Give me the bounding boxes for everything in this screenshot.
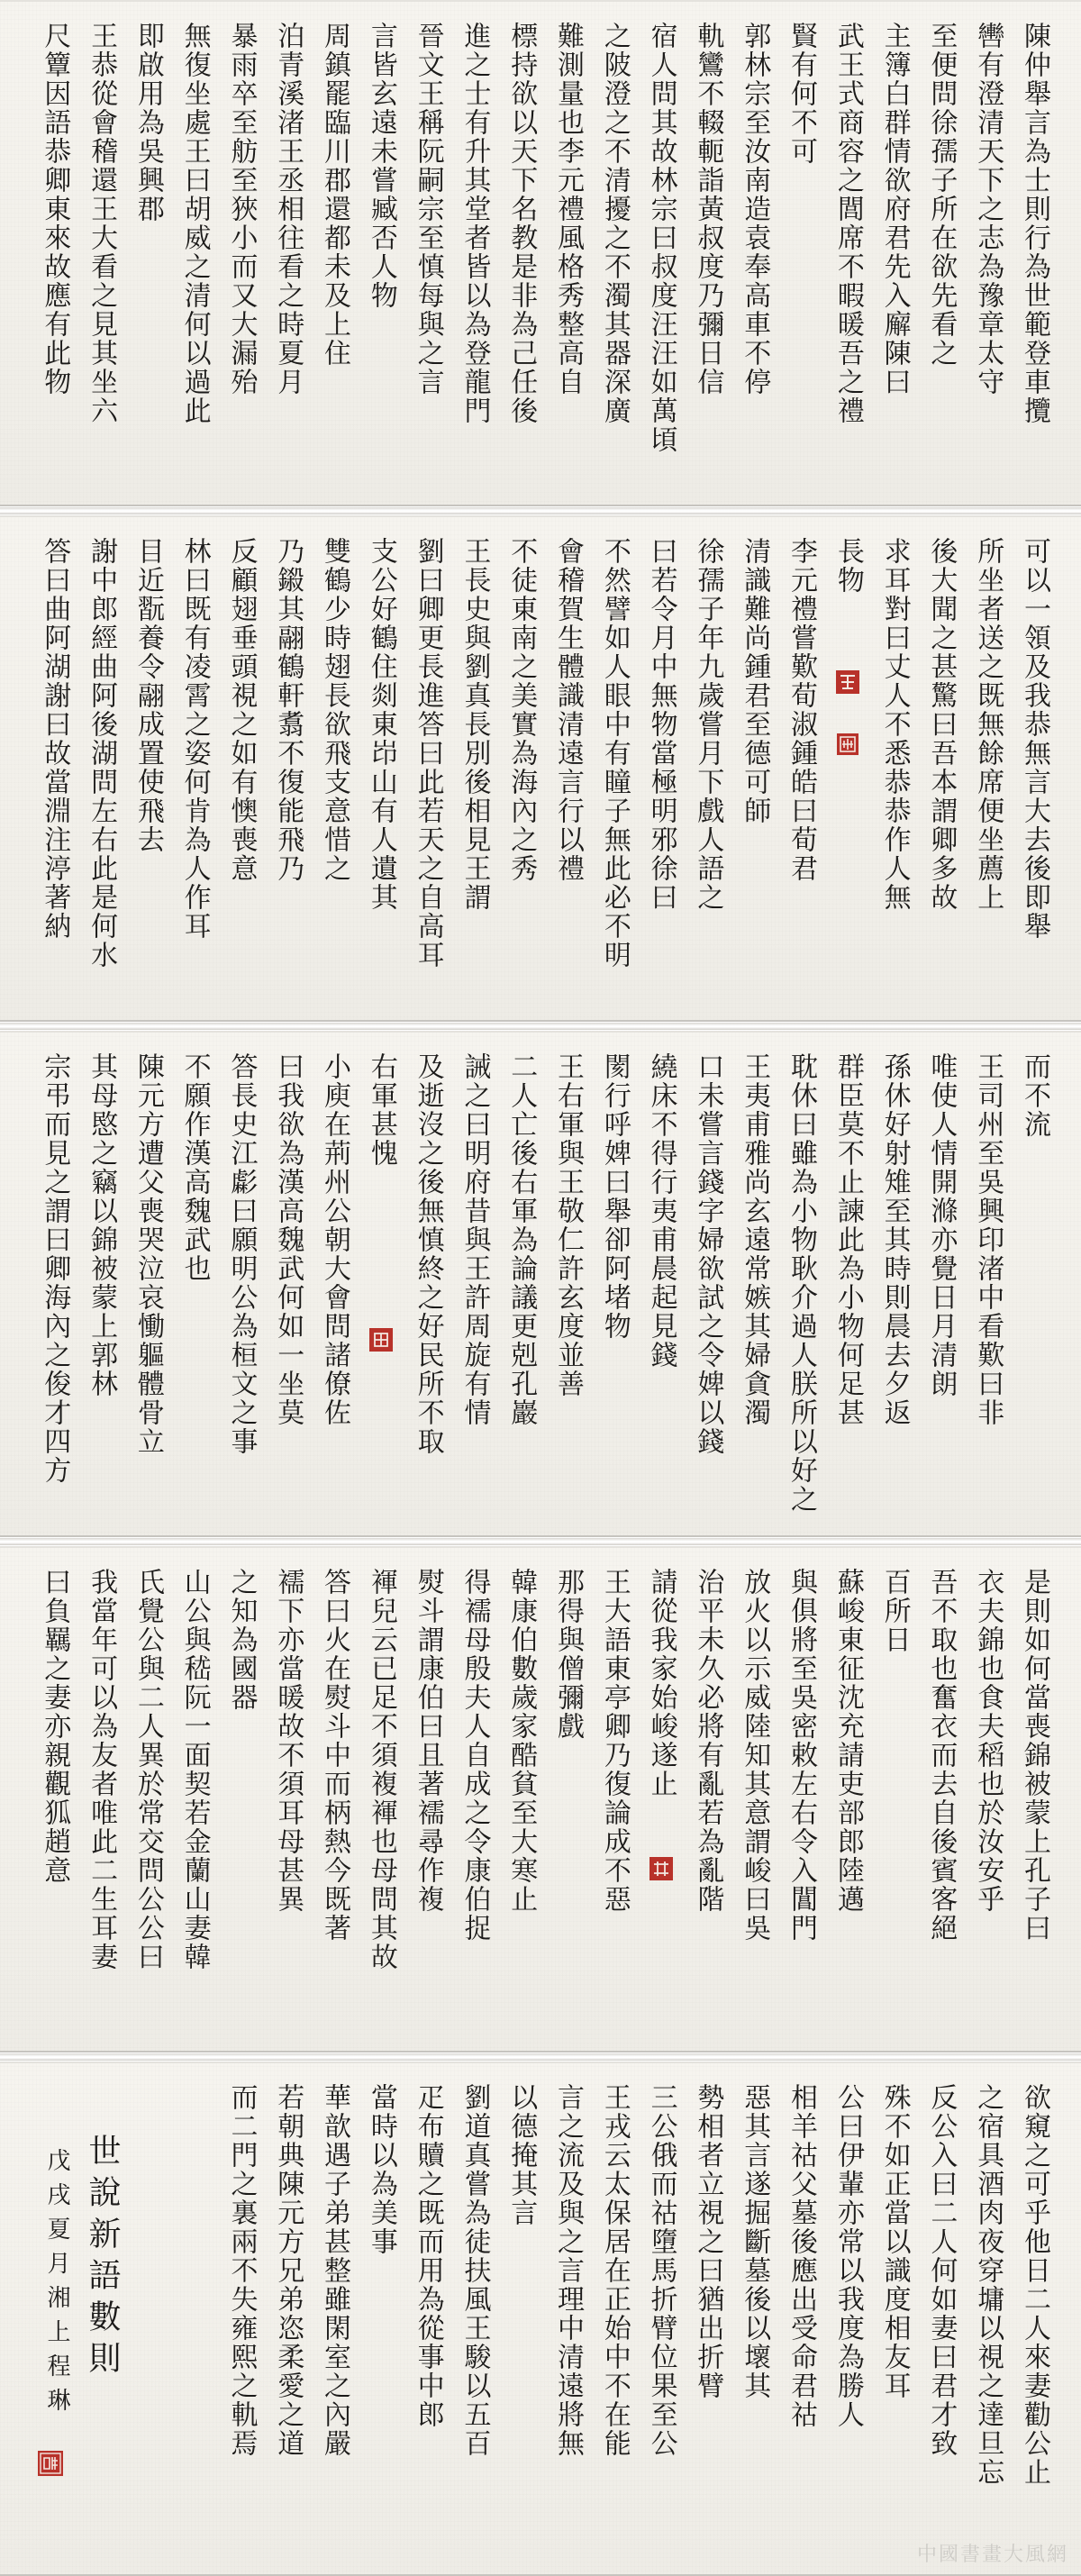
text-column: 可以一領及我恭無言大去後即舉: [1019, 537, 1050, 941]
text-column: 後大聞之甚驚曰吾本謂卿多故: [925, 537, 958, 912]
text-column: 那得與僧彌戲: [552, 1568, 585, 1741]
text-column: 答曰曲阿湖謝曰故當淵注渟著納: [39, 537, 71, 941]
panel-seam: [0, 2053, 1081, 2061]
text-column: 其母愍之竊以錦被蒙上郭林: [86, 1052, 118, 1398]
text-column: 周鎮罷臨川郡還都未及上住: [319, 22, 351, 368]
text-column: 林曰既有凌霄之姿何肯為人作耳: [178, 537, 211, 941]
text-column: 無復坐處王曰胡威之清何以過此: [178, 22, 211, 425]
text-column: 群臣莫不止諫此為小物何足甚: [831, 1052, 864, 1427]
text-column: 吾不取也奮衣而去自後賓客絕: [925, 1568, 958, 1943]
text-column: 王大語東亭卿乃復論成不惡: [598, 1568, 631, 1914]
red-seal-stamp: [650, 1857, 673, 1880]
text-column: 惡其言遂掘斷墓後以壞其: [739, 2083, 771, 2400]
text-column: 暴雨卒至舫至狹小而又大漏殆: [225, 22, 258, 396]
text-column: 標持欲以天下名教是非為己任後: [505, 22, 538, 425]
panel-seam: [0, 507, 1081, 514]
text-column: 武王式商容之閭席不暇暖吾之禮: [831, 22, 864, 425]
text-column: 乃鎩其翮鶴軒翥不復能飛乃: [272, 537, 304, 883]
text-column: 宿人問其故林宗曰叔度汪汪如萬頃: [645, 22, 677, 454]
text-column: 曰若令月中無物當極明邪徐曰: [645, 537, 677, 912]
red-seal-stamp: [837, 733, 858, 755]
text-column: 不願作漢高魏武也: [178, 1052, 211, 1283]
text-column: 殊不如正當以識度相友耳: [878, 2083, 911, 2400]
red-seal-stamp: [836, 670, 859, 694]
text-column: 右軍甚愧: [365, 1052, 397, 1168]
panel-seam: [0, 1023, 1081, 1030]
text-column: 褌兒云已足不須複褌也母問其故: [365, 1568, 397, 1971]
text-column: 主簿白群情欲府君先入廨陳曰: [878, 22, 911, 396]
text-column: 及逝沒之後無慎終之好民所不取: [412, 1052, 444, 1456]
text-column: 若朝典陳元方兄弟恣柔愛之道: [272, 2083, 304, 2458]
text-column: 難測量也李元禮風格秀整高自: [552, 22, 585, 396]
text-column: 支公好鶴住剡東岇山有人遺其: [365, 537, 397, 912]
text-column: 王長史與劉真長別後相見王謂: [459, 537, 491, 912]
text-column: 孫休好射雉至其時則晨去夕返: [878, 1052, 911, 1427]
text-column: 曰負羈之妻亦親觀狐趙意: [39, 1568, 71, 1885]
text-column: 得襦母殷夫人自成之令康伯捉: [459, 1568, 491, 1943]
text-column: 小庾在荊州公朝大會問諸僚佐: [319, 1052, 351, 1427]
text-column: 疋布贖之既而用為從事中郎: [412, 2083, 444, 2429]
text-column: 不然譬如人眼中有瞳子無此必不明: [598, 537, 631, 969]
text-columns: [31, 2083, 1058, 2562]
text-column: 求耳對曰丈人不悉恭恭作人無: [878, 537, 911, 912]
text-column: 反公入曰二人何如妻曰君才致: [925, 2083, 958, 2458]
text-column: 當時以為美事: [365, 2083, 397, 2256]
scroll-panel-2: [0, 515, 1081, 1022]
text-column: 尺簟因語恭卿東來故應有此物: [39, 22, 71, 396]
text-column: 蘇峻東征沈充請吏部郎陸邁: [831, 1568, 864, 1914]
text-column: 之宿具酒肉夜穿墉以視之達旦忘: [972, 2083, 1004, 2487]
text-column: 長物: [831, 537, 864, 595]
red-seal-stamp: [369, 1328, 393, 1352]
artist-seal-stamp: [38, 2451, 63, 2476]
text-column: 劉曰卿更長進答曰此若天之自高耳: [412, 537, 444, 969]
text-columns: [31, 22, 1058, 492]
text-column: 郭林宗至汝南造袁奉高車不停: [739, 22, 771, 396]
scroll-panel-5: [0, 2062, 1081, 2576]
text-column: 口未嘗言錢字婦欲試之令婢以錢: [692, 1052, 724, 1456]
text-column: 晉文王稱阮嗣宗至慎每與之言: [412, 22, 444, 396]
text-column: 之陂澄之不清擾之不濁其器深廣: [598, 22, 631, 425]
text-column: 雙鶴少時翅長欲飛支意惜之: [319, 537, 351, 883]
text-column: 曰我欲為漢高魏武何如一坐莫: [272, 1052, 304, 1427]
text-column: 誡之曰明府昔與王許周旋有情: [459, 1052, 491, 1427]
text-column: 與俱將至吳密敕左右令入閶門: [786, 1568, 818, 1943]
text-column: 答長史江虨曰願明公為桓文之事: [225, 1052, 258, 1456]
site-watermark: 中國書畫大風網: [916, 2544, 1068, 2566]
text-column: 唯使人情開滌亦覺日月清朗: [925, 1052, 958, 1398]
text-column: 公曰伊輩亦常以我度為勝人: [831, 2083, 864, 2429]
text-column: 王夷甫雅尚玄遠常嫉其婦貪濁: [739, 1052, 771, 1427]
text-column: 軌鸞不輟軛詣黃叔度乃彌日信: [692, 22, 724, 396]
text-column: 我當年可以為友者唯此二生耳妻: [86, 1568, 118, 1971]
text-column: 之知為國器: [225, 1568, 258, 1712]
text-column: 百所日: [878, 1568, 911, 1654]
text-column: 耽休曰雖為小物耿介過人朕所以好之: [786, 1052, 818, 1514]
text-column: 欲窺之可乎他日二人來妻勸公止: [1019, 2083, 1050, 2487]
text-column: 是則如何當喪錦被蒙上孔子曰: [1019, 1568, 1050, 1943]
text-column: 泊青溪渚王丞相往看之時夏月: [272, 22, 304, 396]
text-column: 言皆玄遠未嘗臧否人物: [365, 22, 397, 310]
text-column: 陳仲舉言為士則行為世範登車攬: [1019, 22, 1050, 425]
text-column: 相羊祜父墓後應出受命君祜: [786, 2083, 818, 2429]
signature-inscription: 戊戌夏月湘上程琳: [43, 2148, 70, 2422]
text-column: 而二門之裏兩不失雍熙之軌焉: [225, 2083, 258, 2458]
text-column: 謝中郎經曲阿後湖問左右此是何水: [86, 537, 118, 969]
text-columns: [31, 1052, 1058, 1523]
text-column: 不徒東南之美實為海內之秀: [505, 537, 538, 883]
text-column: 而不流: [1019, 1052, 1050, 1139]
scroll-panel-4: [0, 1546, 1081, 2053]
text-column: 王戎云太保居在正始中不在能: [598, 2083, 631, 2458]
text-column: 宗弔而見之謂曰卿海內之俊才四方: [39, 1052, 71, 1485]
text-column: 治平未久必將有亂若為亂階: [692, 1568, 724, 1914]
panel-seam: [0, 1538, 1081, 1545]
text-column: 會稽賀生體識清遠言行以禮: [552, 537, 585, 883]
text-column: 答曰火在熨斗中而柄熱今既著: [319, 1568, 351, 1943]
text-column: 進之士有升其堂者皆以為登龍門: [459, 22, 491, 425]
text-column: 繞床不得行夷甫晨起見錢: [645, 1052, 677, 1370]
text-column: 閡行呼婢曰舉卻阿堵物: [598, 1052, 631, 1341]
text-column: 衣夫錦也食夫稻也於汝安乎: [972, 1568, 1004, 1914]
text-column: 劉道真嘗為徒扶風王駿以五百: [459, 2083, 491, 2458]
text-columns: [31, 537, 1058, 1007]
text-column: 所坐者送之既無餘席便坐薦上: [972, 537, 1004, 912]
text-column: 襦下亦當暖故不須耳母甚異: [272, 1568, 304, 1914]
text-column: 王右軍與王敬仁許玄度並善: [552, 1052, 585, 1398]
text-column: 陳元方遭父喪哭泣哀慟軀體骨立: [132, 1052, 164, 1456]
text-column: 徐孺子年九歲嘗月下戲人語之: [692, 537, 724, 912]
text-columns: [31, 1568, 1058, 2038]
text-column: 言之流及與之言理中清遠將無: [552, 2083, 585, 2458]
signature-title: 世說新語數則: [84, 2134, 121, 2382]
text-column: 放火以示威陸知其意謂峻曰吳: [739, 1568, 771, 1943]
text-column: 王恭從會稽還王大看之見其坐六: [86, 22, 118, 425]
text-column: 轡有澄清天下之志為豫章太守: [972, 22, 1004, 396]
text-column: 勢相者立視之曰猶出折臂: [692, 2083, 724, 2400]
text-column: 李元禮嘗歎荀淑鍾皓曰荀君: [786, 537, 818, 883]
text-column: 至便問徐孺子所在欲先看之: [925, 22, 958, 368]
text-column: 賢有何不可: [786, 22, 818, 166]
text-column: 目近翫養令翮成置使飛去: [132, 537, 164, 854]
text-column: 氏覺公與二人異於常交問公公曰: [132, 1568, 164, 1971]
text-column: 反顧翅垂頭視之如有懊喪意: [225, 537, 258, 883]
text-column: 三公俄而祜墮馬折臂位果至公: [645, 2083, 677, 2458]
text-column: 華歆遇子弟甚整雖閑室之內嚴: [319, 2083, 351, 2458]
text-column: 韓康伯數歲家酷貧至大寒止: [505, 1568, 538, 1914]
scroll-panel-3: [0, 1031, 1081, 1537]
text-column: 清識難尚鍾君至德可師: [739, 537, 771, 825]
text-column: 即啟用為吳興郡: [132, 22, 164, 223]
text-column: 以德掩其言: [505, 2083, 538, 2227]
text-column: 王司州至吳興印渚中看歎曰非: [972, 1052, 1004, 1427]
text-column: 二人亡後右軍為論議更剋孔巖: [505, 1052, 538, 1427]
text-column: 熨斗謂康伯曰且著襦尋作複: [412, 1568, 444, 1914]
text-column: 請從我家始峻遂止: [645, 1568, 677, 1798]
scroll-panel-1: [0, 0, 1081, 506]
text-column: 山公與嵇阮一面契若金蘭山妻韓: [178, 1568, 211, 1971]
